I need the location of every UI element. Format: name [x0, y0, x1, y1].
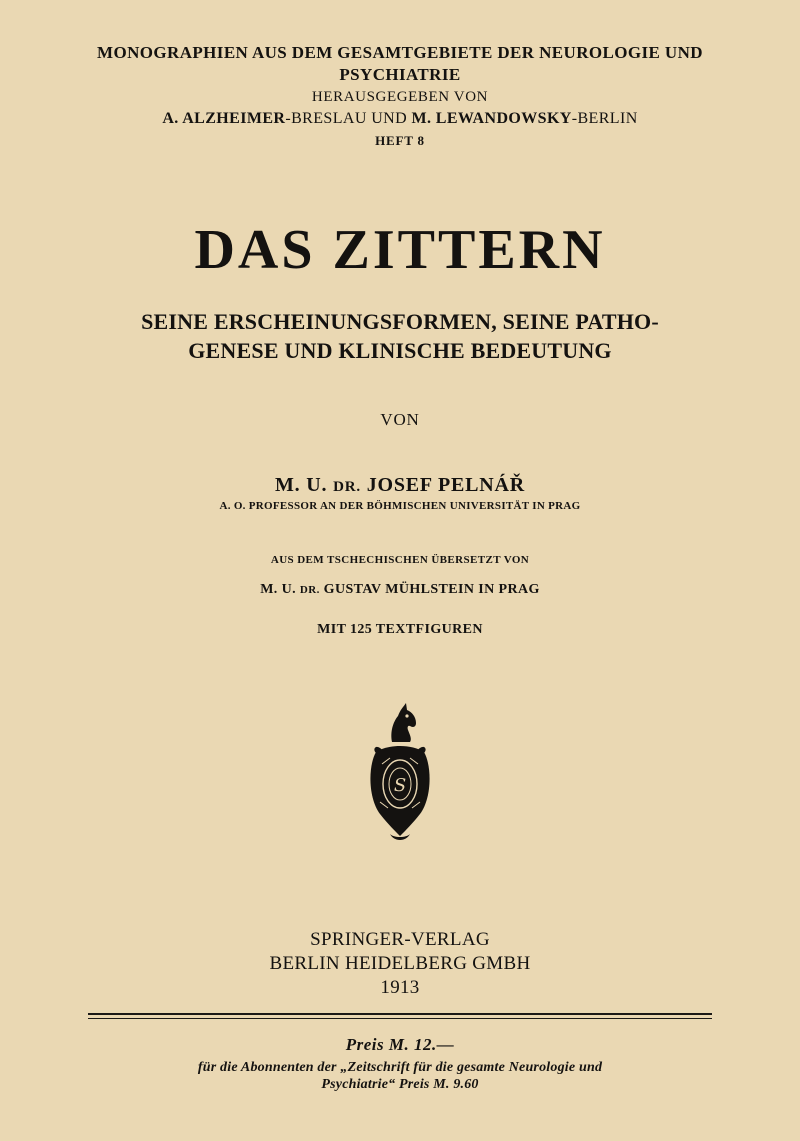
- editors-intro: HERAUSGEGEBEN VON: [311, 89, 489, 105]
- book-title: DAS ZITTERN: [194, 219, 606, 281]
- subtitle-line-1: SEINE ERSCHEINUNGSFORMEN, SEINE PATHO-: [141, 309, 659, 334]
- springer-knight-emblem-icon: [360, 698, 440, 848]
- subscriber-price-line-1: für die Abonnenten der „Zeitschrift für die gesamte Neurologie und: [197, 1060, 603, 1075]
- author-prefix: M. U.: [274, 474, 334, 496]
- series-title-line-2: PSYCHIATRIE: [339, 65, 461, 84]
- editor-1-place: -BRESLAU UND: [285, 110, 412, 127]
- author-title: DR.: [333, 479, 361, 495]
- series-header: [0, 42, 800, 152]
- author-full-name: JOSEF PELNÁŘ: [360, 474, 526, 496]
- emblem-letter: S: [393, 775, 407, 796]
- subtitle-line-2: GENESE UND KLINISCHE BEDEUTUNG: [188, 338, 612, 363]
- figures-note: MIT 125 TEXTFIGUREN: [317, 622, 483, 637]
- author-name: [0, 474, 800, 497]
- subscriber-price: [110, 1059, 690, 1093]
- editor-2-name: M. LEWANDOWSKY: [411, 110, 572, 127]
- publisher-cities: BERLIN HEIDELBERG GMBH: [269, 953, 531, 974]
- by-label: VON: [380, 410, 420, 429]
- editor-1-name: A. ALZHEIMER: [162, 110, 286, 127]
- editors-line: [0, 108, 800, 130]
- translator-full-name: GUSTAV MÜHLSTEIN IN PRAG: [319, 582, 540, 597]
- translator-title: DR.: [299, 584, 320, 596]
- subscriber-price-line-2: Psychiatrie“ Preis M. 9.60: [321, 1077, 479, 1092]
- book-subtitle: [0, 307, 800, 365]
- translator-prefix: M. U.: [260, 582, 300, 597]
- translator-name: [0, 582, 800, 598]
- series-title-line-1: MONOGRAPHIEN AUS DEM GESAMTGEBIETE DER NEUROLOGIE UND: [97, 43, 703, 62]
- price-main: Preis M. 12.—: [345, 1035, 455, 1054]
- divider-thin: [88, 1018, 712, 1019]
- editor-2-place: -BERLIN: [571, 110, 638, 127]
- publisher-block: [0, 928, 800, 1000]
- author-affiliation: A. O. PROFESSOR AN DER BÖHMISCHEN UNIVERSITÄT IN PRAG: [219, 500, 581, 512]
- series-volume: HEFT 8: [375, 133, 425, 148]
- publisher-name: SPRINGER-VERLAG: [310, 929, 490, 950]
- divider-thick: [88, 1013, 712, 1015]
- publication-year: 1913: [380, 977, 420, 998]
- translation-note: AUS DEM TSCHECHISCHEN ÜBERSETZT VON: [270, 554, 530, 566]
